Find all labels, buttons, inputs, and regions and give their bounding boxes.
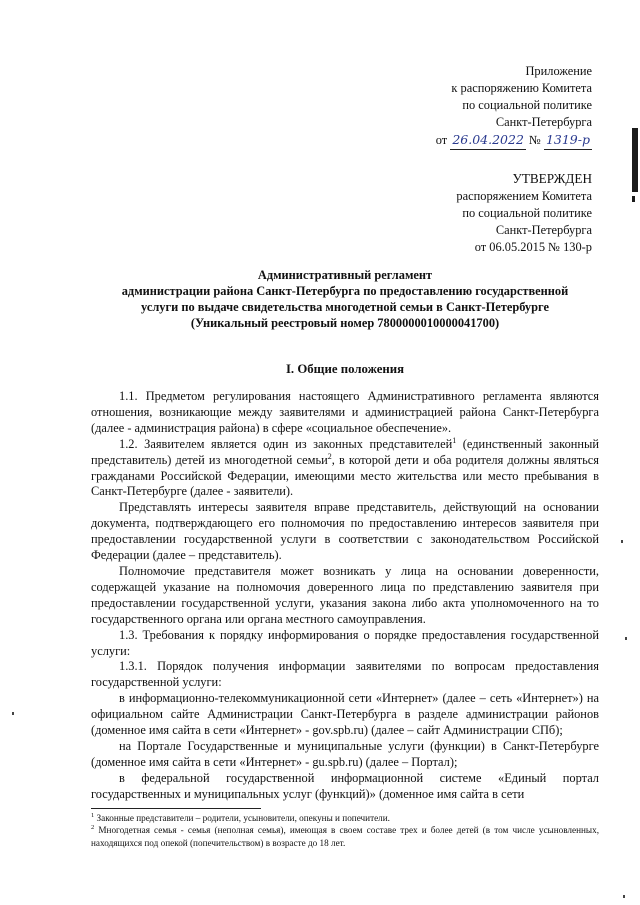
paragraph: Полномочие представителя может возникать у лица на основании доверенности, содержащей указание на полномочия доверенного лица по представлению заявителя при предоставлении государственной услуги, указания закона либо акта уполномоченного на то государственного органа или органа местного самоуправления. [91, 563, 599, 626]
footnotes [91, 812, 599, 849]
handwritten-date: 26.04.2022 [452, 132, 524, 147]
title-line: Административный регламент [257, 268, 433, 282]
number-prefix: № [529, 133, 541, 147]
document-title [90, 267, 600, 331]
appendix-date-line [436, 131, 592, 150]
footnote-mark: 2 [91, 824, 95, 832]
title-line: услуги по выдаче свидетельства многодетной семьи в Санкт-Петербурге [141, 300, 549, 314]
approved-line: от 06.05.2015 № 130-р [474, 240, 592, 254]
approved-line: распоряжением Комитета [456, 189, 592, 203]
footnote-mark: 1 [91, 811, 95, 819]
document-body [91, 389, 599, 803]
scan-speck [621, 540, 623, 543]
scan-edge-mark [632, 128, 638, 192]
paragraph: в информационно-телекоммуникационной сети «Интернет» (далее – сеть «Интернет») на официальном сайте Администрации Санкт-Петербурга в разделе администрации районов (доменное имя сайта в сети «Интернет» - gov.spb.ru) (далее – сайт Администрации СПб); [91, 691, 599, 738]
appendix-line: Приложение [525, 64, 592, 78]
footnote-ref: 2 [327, 451, 332, 461]
paragraph-text: , в которой дети и оба родителя должны являться гражданами Российской Федерации, имеющими место жительства или место пребывания в Санкт-Петербурге (далее - заявители). [91, 452, 599, 499]
scan-speck [12, 712, 14, 715]
paragraph: в федеральной государственной информационной системе «Единый портал государственных и муниципальных услуг (функций)» (доменное имя сайта в сети [91, 770, 599, 801]
approved-line: Санкт-Петербурга [495, 223, 592, 237]
paragraph: на Портале Государственные и муниципальные услуги (функции) в Санкт-Петербурге (доменное имя сайта в сети «Интернет» - gu.spb.ru) (далее – Портал); [91, 738, 599, 769]
handwritten-number: 1319-р [545, 132, 590, 147]
footnote-text: Законные представители – родители, усыновители, опекуны и попечители. [94, 813, 390, 823]
paragraph: Представлять интересы заявителя вправе представитель, действующий на основании документа, подтверждающего его полномочия по предоставлению интересов заявителя при предоставлении государственной услуги в соответствии с законодательством Российской Федерации (далее – представитель). [91, 500, 599, 563]
footnote-divider [91, 808, 261, 809]
appendix-line: Санкт-Петербурга [495, 115, 592, 129]
paragraph-text: (единственный законный представитель) детей из многодетной семьи [91, 436, 599, 467]
approved-line: по социальной политике [462, 206, 592, 220]
paragraph [91, 437, 599, 501]
approved-block [456, 170, 592, 256]
section-heading: I. Общие положения [285, 362, 405, 376]
paragraph: 1.3.1. Порядок получения информации заявителями по вопросам предоставления государственной услуги: [91, 659, 599, 690]
scan-speck [623, 895, 625, 898]
footnote-ref: 1 [452, 435, 457, 445]
paragraph-text: 1.2. Заявителем является один из законных представителей [119, 436, 453, 451]
date-prefix: от [435, 133, 448, 147]
approved-heading: УТВЕРЖДЕН [512, 171, 592, 186]
footnote-text: Многодетная семья - семья (неполная семья), имеющая в своем составе трех и более детей (в том числе усыновленных, находящихся под опекой (попечительством) в возрасте до 18 лет. [91, 825, 599, 848]
scan-speck [625, 637, 627, 640]
title-line: администрации района Санкт-Петербурга по предоставлению государственной [121, 284, 569, 298]
appendix-block [436, 63, 592, 150]
title-line: (Уникальный реестровый номер 7800000010000041700) [190, 316, 500, 330]
footnote [91, 824, 599, 849]
appendix-line: по социальной политике [462, 98, 592, 112]
paragraph: 1.3. Требования к порядку информирования о порядке предоставления государственной услуги: [91, 627, 599, 658]
paragraph: 1.1. Предметом регулирования настоящего Административного регламента являются отношения, возникающие между заявителями и администрацией района Санкт-Петербурга (далее - администрация района) в сфере «социальное обеспечение». [91, 389, 599, 435]
appendix-line: к распоряжению Комитета [451, 81, 592, 95]
footnote [91, 812, 599, 824]
scan-edge-mark-small [632, 196, 635, 202]
